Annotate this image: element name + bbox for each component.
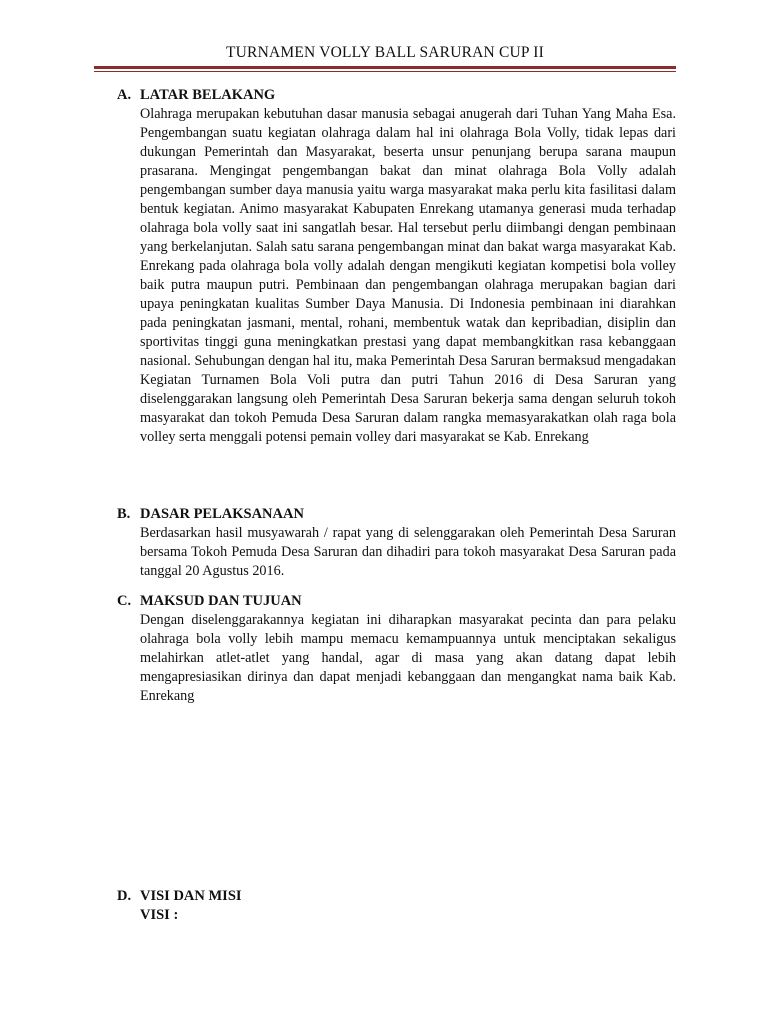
section-heading — [117, 86, 677, 105]
section-body: Dengan diselenggarakannya kegiatan ini diharapkan masyarakat pecinta dan para pelaku olahraga bola volly lebih mampu memacu kemampuannya untuk menciptakan sekaligus melahirkan atlet-atlet yang handal, agar di masa yang akan datang dapat lebih mengapresiasikan dirinya dan dapat menjadi kebanggaan dan mengangkat nama baik Kab. Enrekang — [140, 612, 676, 704]
section-maksud-dan-tujuan — [117, 592, 677, 706]
section-body: Olahraga merupakan kebutuhan dasar manusia sebagai anugerah dari Tuhan Yang Maha Esa. Pengembangan suatu kegiatan olahraga dalam hal ini olahraga Bola Volly, tidak lepas dari dukungan Pemerintah dan Masyarakat, beserta unsur penunjang berupa sarana maupun prasarana. Mengingat pengembangan bakat dan minat olahraga Bola Volly adalah pengembangan sumber daya manusia yaitu warga masyarakat maka perlu kita fasilitasi dalam bentuk kegiatan. Animo masyarakat Kabupaten Enrekang utamanya generasi muda terhadap olahraga bola volly saat ini sangatlah besar. Hal tersebut perlu diimbangi dengan pembinaan yang berkelanjutan. Salah satu sarana pengembangan minat dan bakat warga masyarakat Kab. Enrekang pada olahraga bola volly adalah dengan mengikuti kegiatan kompetisi bola volley baik putra maupun putri. Pembinaan dan pengembangan olahraga merupakan bagian dari upaya peningkatan kualitas Sumber Daya Manusia. Di Indonesia pembinaan ini diarahkan pada peningkatan jasmani, mental, rohani, membentuk watak dan kepribadian, disiplin dan sportivitas tinggi guna meningkatkan prestasi yang dapat membangkitkan rasa kebanggaan nasional. Sehubungan dengan hal itu, maka Pemerintah Desa Saruran bermaksud mengadakan Kegiatan Turnamen Bola Voli putra dan putri Tahun 2016 di Desa Saruran yang diselenggarakan langsung oleh Pemerintah Desa Saruran bekerja sama dengan seluruh tokoh masyarakat dan tokoh Pemuda Desa Saruran dalam rangka memasyarakatkan olah raga bola volley serta menggali potensi pemain volley dari masyarakat se Kab. Enrekang — [140, 106, 676, 445]
section-latar-belakang — [117, 86, 677, 447]
section-heading — [117, 505, 677, 524]
section-letter: C. — [117, 593, 132, 609]
section-heading — [117, 592, 677, 611]
section-title: DASAR PELAKSANAAN — [140, 506, 304, 522]
section-title: LATAR BELAKANG — [140, 87, 276, 103]
section-letter: B. — [117, 506, 131, 522]
section-dasar-pelaksanaan — [117, 505, 677, 581]
header-divider-thick — [94, 66, 676, 69]
page-title: TURNAMEN VOLLY BALL SARURAN CUP II — [226, 44, 544, 61]
section-visi-dan-misi — [117, 887, 677, 925]
section-heading — [117, 887, 677, 906]
section-letter: A. — [117, 87, 132, 103]
header-divider-thin — [94, 71, 676, 72]
section-title: VISI DAN MISI — [140, 888, 242, 904]
section-body: Berdasarkan hasil musyawarah / rapat yang di selenggarakan oleh Pemerintah Desa Saruran bersama Tokoh Pemuda Desa Saruran dan dihadiri para tokoh masyarakat Desa Saruran pada tanggal 20 Agustus 2016. — [140, 525, 676, 579]
section-letter: D. — [117, 888, 132, 904]
section-title: MAKSUD DAN TUJUAN — [140, 593, 302, 609]
visi-subheading: VISI : — [140, 907, 179, 923]
